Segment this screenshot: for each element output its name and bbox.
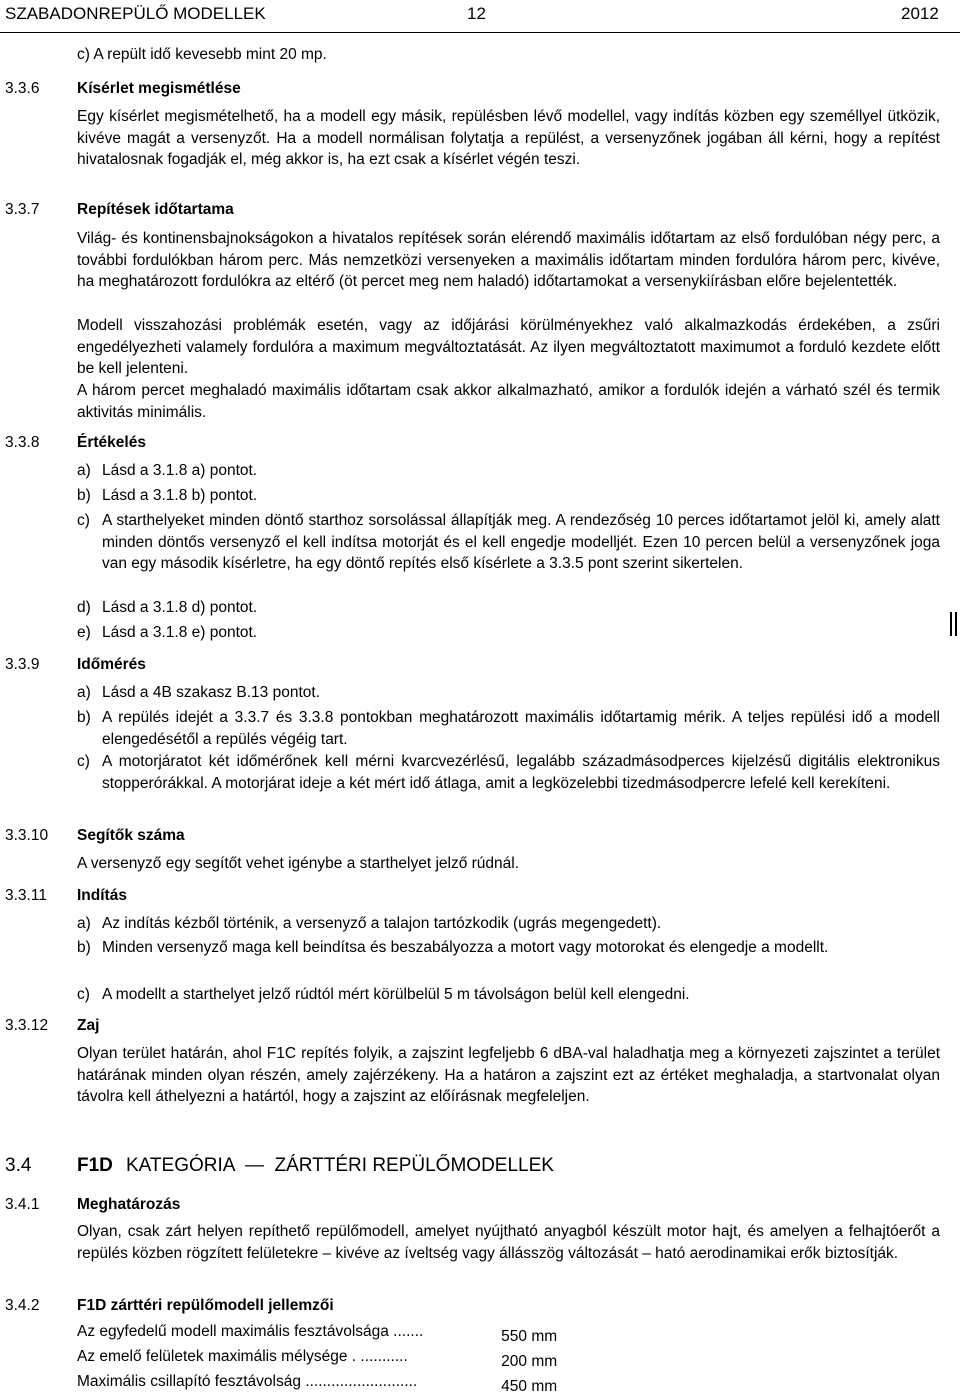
list-text: A motorjáratot két időmérőnek kell mérni kvarcvezérlésű, legalább századmásodperces kijelzésű digitális elektronikus stopperórákkal. A motorjárat ideje a két mért idő átlaga, amit a legközelebbi tizedmásodpercre lefelé kell kerekíteni.: [102, 753, 940, 792]
spec-value: 450: [501, 1378, 527, 1395]
spec-unit: mm: [531, 1378, 558, 1395]
list-label: a): [77, 462, 91, 479]
list-item: [77, 751, 940, 794]
spec-value: 200: [501, 1353, 527, 1370]
list-label: b): [77, 709, 91, 726]
list-item: [77, 937, 940, 959]
list-label: d): [77, 599, 91, 616]
spec-label: Maximális csillapító fesztávolság ..........................: [77, 1373, 418, 1390]
section-number: 3.3.11: [5, 887, 47, 904]
section-title: F1D zárttéri repülőmodell jellemzői: [77, 1297, 334, 1314]
list-label: a): [77, 915, 91, 932]
section-title: Repítések időtartama: [77, 201, 234, 218]
header-title: SZABADONREPÜLŐ MODELLEK: [5, 4, 266, 23]
spec-unit: mm: [531, 1328, 558, 1345]
list-item: [77, 460, 940, 482]
paragraph: Olyan, csak zárt helyen repíthető repülőmodell, amelyet nyújtható anyagból készült motor hajt, és amelyen a felhajtóerőt a repülés közben rögzített felületekre – kivéve az íveltség vagy állásszög változását – ható aerodinamikai erők biztosítják.: [77, 1223, 940, 1262]
spec-unit: mm: [531, 1353, 558, 1370]
section-title: KATEGÓRIA — ZÁRTTÉRI REPÜLŐMODELLEK: [126, 1155, 554, 1176]
spec-value: 550: [501, 1328, 527, 1345]
paragraph: A három percet meghaladó maximális időtartam csak akkor alkalmazható, amikor a fordulók idején a várható szél és termik aktivitás minimális.: [77, 382, 940, 421]
list-item: [77, 984, 940, 1006]
list-text: A modellt a starthelyet jelző rúdtól mért körülbelül 5 m távolságon belül kell elengedni.: [102, 986, 690, 1003]
spec-row: [77, 1323, 577, 1346]
list-label: e): [77, 624, 91, 641]
section-title: Indítás: [77, 887, 127, 904]
paragraph: Olyan terület határán, ahol F1C repítés folyik, a zajszint legfeljebb 6 dBA-val haladhatja meg a környezeti zajszintet a terület határának minden olyan részén, amely zajérzékeny. Ha a határon a zajszint ezt az értéket meghaladja, a startvonalat olyan távolra kell áthelyezni a határtól, hogy a zajszint az előírásnak megfeleljen.: [77, 1045, 940, 1105]
section-title: Zaj: [77, 1017, 100, 1034]
list-text: Lásd a 3.1.8 b) pontot.: [102, 487, 258, 504]
paragraph: Modell visszahozási problémák esetén, vagy az időjárási körülményekhez való alkalmazkodás érdekében, a zsűri engedélyezheti valamely fordulóra a maximum megváltoztatását. Az ilyen megváltoztatott maximumot a forduló kezdete előtt be kell jelenteni.: [77, 317, 940, 377]
paragraph: Világ- és kontinensbajnokságokon a hivatalos repítések során elérendő maximális időtartam az első fordulóban négy perc, a további fordulókban három perc. Más nemzetközi versenyeken a maximális időtartam minden fordulóra három perc, kivéve, ha meghatározott fordulókra az eltérő (öt percet meg nem haladó) időtartamokat a versenykiírásban előre bejelentették.: [77, 230, 940, 290]
section-number: 3.4.1: [5, 1196, 40, 1213]
section-title: Időmérés: [77, 656, 146, 673]
spec-label: Az egyfedelű modell maximális fesztávolsága .......: [77, 1323, 424, 1340]
list-label: c): [77, 753, 90, 770]
list-text: Lásd a 3.1.8 d) pontot.: [102, 599, 258, 616]
list-text: A repülés idejét a 3.3.7 és 3.3.8 pontokban meghatározott maximális időtartamig mérik. A teljes repülési idő a modell elengedésétől a repülés végéig tart.: [102, 709, 940, 748]
list-label: c): [77, 986, 90, 1003]
change-bar: [950, 612, 957, 636]
header-year: 2012: [901, 4, 939, 23]
section-title: Segítők száma: [77, 827, 185, 844]
section-number: 3.3.8: [5, 434, 40, 451]
list-text: Lásd a 3.1.8 a) pontot.: [102, 462, 258, 479]
section-number: 3.3.6: [5, 80, 40, 97]
top-item: c) A repült idő kevesebb mint 20 mp.: [77, 46, 327, 63]
section-number: 3.3.9: [5, 656, 40, 673]
section-title: Meghatározás: [77, 1196, 181, 1213]
list-text: Lásd a 4B szakasz B.13 pontot.: [102, 684, 320, 701]
list-item: [77, 682, 940, 704]
list-item: [77, 597, 940, 619]
section-number: 3.4: [5, 1155, 32, 1176]
list-text: Minden versenyző maga kell beindítsa és beszabályozza a motort vagy motorokat és elengedje a modellt.: [102, 939, 829, 956]
list-text: Lásd a 3.1.8 e) pontot.: [102, 624, 258, 641]
section-title: Értékelés: [77, 434, 146, 451]
page-number: 12: [467, 4, 486, 23]
list-label: c): [77, 512, 90, 529]
list-text: A starthelyeket minden döntő starthoz sorsolással állapítják meg. A rendezőség 10 perces időtartamot jelöl ki, amely alatt minden döntős versenyző el kell indítsa motorját és el kell engedje modelljét. Ezen 10 percen belül a versenyzőnek joga van egy második kísérletre, ha egy döntő repítés első kísérlete a 3.3.5 pont szerint sikertelen.: [102, 512, 940, 572]
list-item: [77, 913, 940, 935]
category-code: F1D: [77, 1155, 113, 1176]
section-number: 3.3.7: [5, 201, 40, 218]
paragraph: Egy kísérlet megismételhető, ha a modell egy másik, repülésben lévő modellel, vagy indítás közben egy személlyel ütközik, kivéve magát a versenyzőt. Ha a modell normálisan folytatja a repülést, a versenyzőnek jogában áll kérni, hogy a repítést hivatalosnak fogadják el, még akkor is, ha ezt csak a kísérlet végén teszi.: [77, 108, 940, 168]
list-item: [77, 510, 940, 575]
list-text: Az indítás kézből történik, a versenyző a talajon tartózkodik (ugrás megengedett).: [102, 915, 662, 932]
list-item: [77, 622, 940, 644]
page-header: [0, 0, 960, 33]
section-number: 3.3.10: [5, 827, 49, 844]
section-number: 3.4.2: [5, 1297, 40, 1314]
list-label: b): [77, 487, 91, 504]
spec-label: Az emelő felületek maximális mélysége . ...........: [77, 1348, 408, 1365]
paragraph: A versenyző egy segítőt vehet igénybe a starthelyet jelző rúdnál.: [77, 855, 520, 872]
list-label: b): [77, 939, 91, 956]
list-item: [77, 485, 940, 507]
section-number: 3.3.12: [5, 1017, 49, 1034]
list-item: [77, 707, 940, 750]
list-label: a): [77, 684, 91, 701]
section-title: Kísérlet megismétlése: [77, 80, 241, 97]
spec-row: [77, 1373, 577, 1396]
spec-row: [77, 1348, 577, 1371]
